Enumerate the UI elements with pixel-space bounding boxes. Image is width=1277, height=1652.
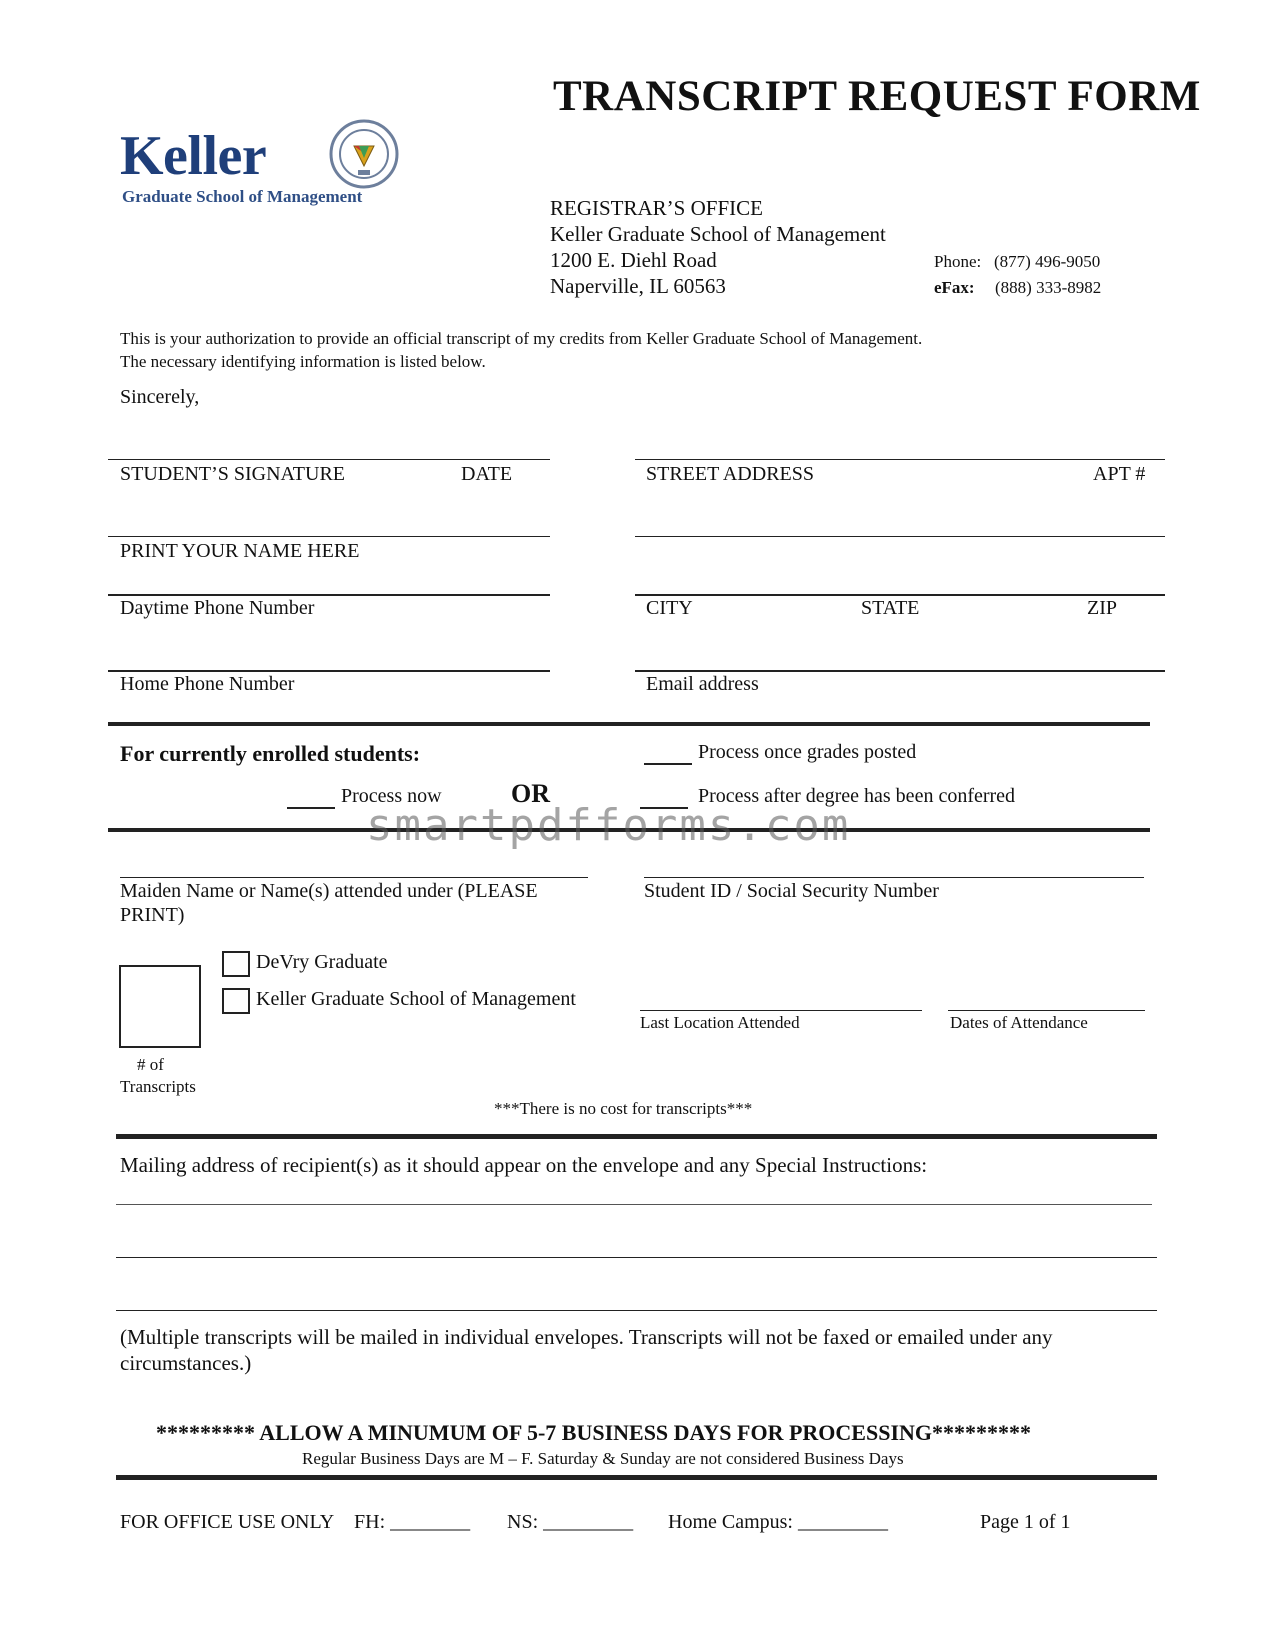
process-now-blank[interactable] (287, 807, 335, 809)
keller-logo-wordmark: Keller (120, 125, 267, 187)
last-location-line[interactable] (640, 1010, 922, 1011)
devry-label: DeVry Graduate (256, 951, 388, 973)
dates-attendance-line[interactable] (948, 1010, 1145, 1011)
registrar-office-line: REGISTRAR’S OFFICE (550, 196, 763, 220)
state-label: STATE (861, 597, 920, 619)
mailing-note-1: (Multiple transcripts will be mailed in individual envelopes. Transcripts will not be faxed or emailed under any (120, 1325, 1053, 1349)
dates-attendance-label: Dates of Attendance (950, 1013, 1088, 1032)
or-label: OR (511, 779, 550, 808)
mailing-divider (116, 1134, 1157, 1139)
devry-checkbox[interactable] (222, 951, 250, 977)
authorization-text: This is your authorization to provide an official transcript of my credits from Keller Graduate School of Management. (120, 329, 923, 348)
date-label: DATE (461, 463, 513, 485)
no-cost-notice: ***There is no cost for transcripts*** (494, 1099, 753, 1118)
home-phone-label: Home Phone Number (120, 673, 295, 695)
process-now-label: Process now (341, 785, 442, 807)
keller-checkbox[interactable] (222, 988, 250, 1014)
business-days-note: Regular Business Days are M – F. Saturday & Sunday are not considered Business Days (302, 1449, 904, 1468)
enrolled-heading: For currently enrolled students: (120, 741, 421, 766)
mailing-note-2: circumstances.) (120, 1351, 252, 1375)
mailing-line-1[interactable] (116, 1204, 1152, 1205)
num-transcripts-label-2: Transcripts (120, 1077, 196, 1096)
page-number: Page 1 of 1 (980, 1511, 1071, 1533)
num-transcripts-label-1: # of (137, 1055, 164, 1074)
maiden-name-label-1: Maiden Name or Name(s) attended under (PLEASE (120, 880, 538, 902)
sincerely-text: Sincerely, (120, 386, 200, 408)
daytime-phone-label: Daytime Phone Number (120, 597, 315, 619)
street-address-label: STREET ADDRESS (646, 463, 814, 485)
processing-notice: ********* ALLOW A MINUMUM OF 5-7 BUSINESS DAYS FOR PROCESSING********* (156, 1420, 1032, 1445)
daytime-phone-line[interactable] (108, 594, 550, 596)
print-name-label: PRINT YOUR NAME HERE (120, 540, 360, 562)
once-grades-label: Process once grades posted (698, 741, 917, 763)
last-location-label: Last Location Attended (640, 1013, 800, 1032)
office-fh-field[interactable]: FH: ________ (354, 1511, 471, 1533)
office-use-label: FOR OFFICE USE ONLY (120, 1511, 335, 1533)
num-transcripts-box[interactable] (119, 965, 201, 1048)
student-id-label: Student ID / Social Security Number (644, 880, 939, 902)
city-label: CITY (646, 597, 693, 619)
home-phone-line[interactable] (108, 670, 550, 672)
registrar-city-line: Naperville, IL 60563 (550, 274, 726, 298)
phone-number: (877) 496-9050 (994, 252, 1101, 271)
phone-label: Phone: (934, 252, 982, 271)
form-title: TRANSCRIPT REQUEST FORM (553, 73, 1201, 120)
watermark: smartpdfforms.com (366, 800, 851, 851)
mailing-heading: Mailing address of recipient(s) as it should appear on the envelope and any Special Instructions: (120, 1153, 928, 1177)
identifying-info-text: The necessary identifying information is listed below. (120, 352, 486, 371)
after-degree-label: Process after degree has been conferred (698, 785, 1016, 807)
processing-divider (116, 1475, 1157, 1480)
signature-line[interactable] (108, 459, 550, 460)
city-state-zip-line[interactable] (635, 594, 1165, 596)
mailing-line-2[interactable] (116, 1257, 1157, 1258)
once-grades-blank[interactable] (644, 763, 692, 765)
street-address-line[interactable] (635, 459, 1165, 460)
student-id-line[interactable] (644, 877, 1144, 878)
keller-label: Keller Graduate School of Management (256, 988, 576, 1010)
efax-label: eFax: (934, 278, 975, 297)
keller-logo-subtitle: Graduate School of Management (122, 187, 363, 206)
registrar-school-line: Keller Graduate School of Management (550, 222, 886, 246)
maiden-name-label-2: PRINT) (120, 904, 185, 926)
office-ns-field[interactable]: NS: _________ (507, 1511, 634, 1533)
maiden-name-line[interactable] (120, 877, 588, 878)
zip-label: ZIP (1087, 597, 1117, 619)
print-name-line[interactable] (108, 536, 550, 537)
apt-label: APT # (1093, 463, 1146, 485)
email-line[interactable] (635, 670, 1165, 672)
section-divider-top (108, 722, 1150, 726)
office-home-campus-field[interactable]: Home Campus: _________ (668, 1511, 888, 1533)
signature-label: STUDENT’S SIGNATURE (120, 463, 345, 485)
mailing-line-3[interactable] (116, 1310, 1157, 1311)
registrar-street-line: 1200 E. Diehl Road (550, 248, 717, 272)
devry-seal-logo (328, 118, 400, 190)
address-second-line[interactable] (635, 536, 1165, 537)
email-label: Email address (646, 673, 759, 695)
efax-number: (888) 333-8982 (995, 278, 1102, 297)
